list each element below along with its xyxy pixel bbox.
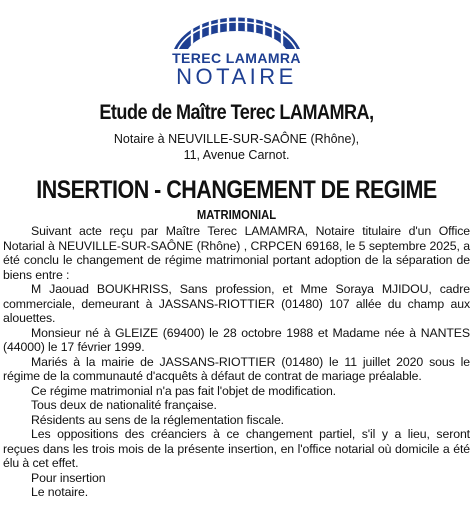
- paragraph-oppositions: Les oppositions des créanciers à ce changement partiel, s'il y a lieu, seront reçues dans les trois mois de la présente insertion, en l'office notarial où domicile a été élu à cet effet.: [3, 427, 470, 470]
- insertion-subtitle: MATRIMONIAL: [196, 208, 277, 222]
- bridge-arch-icon: [172, 3, 302, 51]
- paragraph-births: Monsieur né à GLEIZE (69400) le 28 octobre 1988 et Madame née à NANTES (44000) le 17 février 1999.: [3, 325, 470, 354]
- paragraph-residence: Résidents au sens de la réglementation fiscale.: [31, 412, 285, 427]
- notice-body: [3, 224, 470, 500]
- paragraph-nationality: Tous deux de nationalité française.: [31, 398, 217, 412]
- insertion-title: INSERTION - CHANGEMENT DE REGIME: [36, 176, 437, 204]
- logo-subtitle: NOTAIRE: [176, 64, 297, 89]
- office-address-line2: 11, Avenue Carnot.: [183, 148, 290, 162]
- paragraph-closing: Pour insertion: [31, 470, 106, 485]
- notary-logo: [0, 0, 473, 100]
- logo-brand-name: TEREC LAMAMRA: [172, 50, 301, 66]
- office-title: Etude de Maître Terec LAMAMRA,: [99, 101, 374, 124]
- paragraph-marriage: Mariés à la mairie de JASSANS-RIOTTIER (01480) le 11 juillet 2020 sous le régime de la communauté d'acquêts à défaut de contrat de mariage préalable.: [3, 354, 470, 383]
- paragraph-no-modification: Ce régime matrimonial n'a pas fait l'objet de modification.: [31, 383, 336, 398]
- paragraph-signature: Le notaire.: [31, 485, 89, 499]
- paragraph-act: Suivant acte reçu par Maître Terec LAMAMRA, Notaire titulaire d'un Office Notarial à NEUVILLE-SUR-SAÔNE (Rhône) , CRPCEN 69168, le 5 septembre 2025, a été conclu le changement de régime matrimonial portant adoption de la séparation de biens entre :: [3, 224, 470, 282]
- paragraph-parties: M Jaouad BOUKHRISS, Sans profession, et Mme Soraya MJIDOU, cadre commerciale, demeurant à JASSANS-RIOTTIER (01480) 107 allée du champ aux alouettes.: [3, 282, 470, 325]
- office-address-line1: Notaire à NEUVILLE-SUR-SAÔNE (Rhône),: [113, 132, 360, 146]
